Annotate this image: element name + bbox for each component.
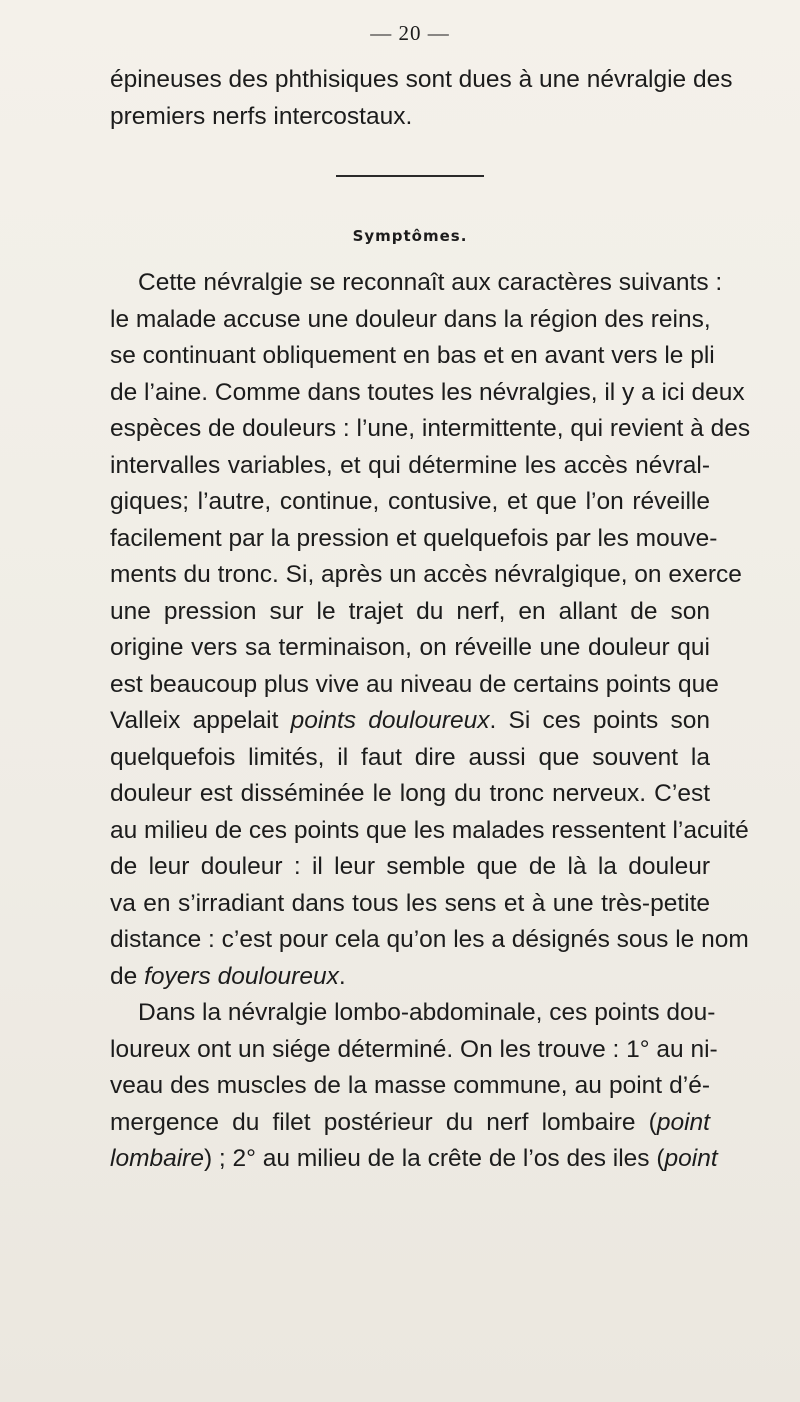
text-line: de leur douleur : il leur semble que de là la douleur (110, 853, 710, 880)
text-line: Dans la névralgie lombo-abdominale, ces points dou- (138, 999, 716, 1026)
text-line: au milieu de ces points que les malades ressentent l’acuité (110, 816, 749, 844)
text-line: loureux ont un siége déterminé. On les trouve : 1° au ni- (110, 1035, 718, 1063)
text-line: veau des muscles de la masse commune, au point d’é- (110, 1072, 710, 1099)
text-line: va en s’irradiant dans tous les sens et à une très-petite (110, 889, 710, 917)
text-line: épineuses des phthisiques sont dues à une névralgie des (110, 66, 733, 93)
section-heading: Symptômes. (352, 227, 468, 245)
text-span: ) ; 2° au milieu de la crête de l’os des iles ( (203, 1145, 665, 1172)
text-line: le malade accuse une douleur dans la région des reins, (110, 305, 711, 333)
text-line: espèces de douleurs : l’une, intermittente, qui revient à des (110, 415, 751, 442)
text-line: une pression sur le trajet du nerf, en allant de son (110, 597, 710, 625)
body-paragraph-2 (110, 995, 718, 1178)
text-line: distance : c’est pour cela qu’on les a désignés sous le nom (110, 926, 749, 953)
text-line-last (110, 1141, 718, 1178)
italic-term: foyers douloureux (144, 962, 339, 990)
text-line: de l’aine. Comme dans toutes les névralgies, il y a ici deux (110, 378, 745, 406)
page-number: — 20 — (370, 21, 450, 45)
text-line: premiers nerfs intercostaux. (110, 102, 413, 130)
text-line: se continuant obliquement en bas et en avant vers le pli (110, 342, 715, 369)
text-line: douleur est disséminée le long du tronc nerveux. C’est (110, 780, 710, 807)
text-line-foyers (110, 959, 710, 996)
text-line: origine vers sa terminaison, on réveille une douleur qui (110, 634, 710, 661)
italic-term: point (664, 1145, 718, 1172)
text-span: de (110, 962, 145, 990)
intro-paragraph (110, 62, 733, 135)
text-line: giques; l’autre, continue, contusive, et que l’on réveille (110, 488, 710, 515)
page-content (110, 18, 751, 1178)
text-line-point-lombaire (110, 1105, 710, 1142)
italic-term: point (656, 1108, 710, 1136)
italic-term: points douloureux (290, 707, 490, 734)
text-span: . (338, 962, 346, 990)
text-line: ments du tronc. Si, après un accès névralgique, on exerce (110, 561, 742, 588)
text-span: . Si ces points son (489, 707, 710, 734)
text-line: quelquefois limités, il faut dire aussi que souvent la (110, 743, 710, 771)
body-paragraph-1 (110, 265, 751, 995)
text-line: est beaucoup plus vive au niveau de certains points que (110, 670, 719, 698)
text-span: Valleix appelait (110, 707, 291, 734)
text-line: Cette névralgie se reconnaît aux caractères suivants : (138, 269, 723, 296)
text-line: intervalles variables, et qui détermine les accès névral- (110, 451, 710, 479)
text-line-valleix (110, 703, 710, 740)
text-line: facilement par la pression et quelquefois par les mouve- (110, 524, 718, 552)
text-span: mergence du filet postérieur du nerf lombaire ( (110, 1108, 657, 1136)
section-divider (336, 175, 484, 177)
italic-term: lombaire (110, 1145, 204, 1172)
